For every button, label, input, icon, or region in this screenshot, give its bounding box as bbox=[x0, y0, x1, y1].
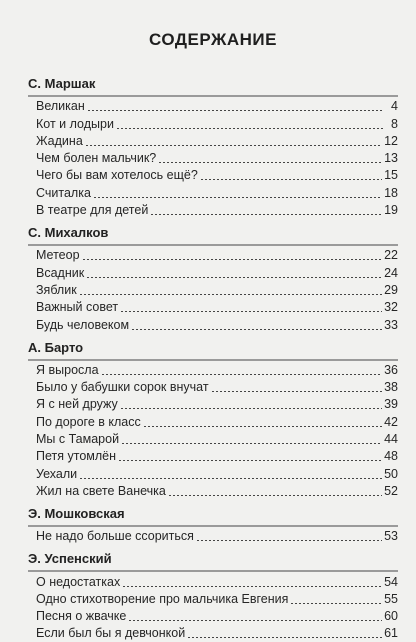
entry-title: Песня о жвачке bbox=[36, 609, 127, 624]
dot-leader bbox=[87, 110, 384, 111]
dot-leader bbox=[211, 391, 383, 392]
entry-page-number: 8 bbox=[391, 116, 398, 131]
dot-leader bbox=[85, 145, 382, 146]
author-name: Э. Успенский bbox=[28, 551, 398, 572]
author-name: С. Маршак bbox=[28, 76, 398, 97]
dot-leader bbox=[120, 408, 382, 409]
toc-entry bbox=[36, 483, 398, 500]
entry-page-number: 60 bbox=[384, 609, 398, 624]
entry-title: Чем болен мальчик? bbox=[36, 151, 157, 166]
toc-entry bbox=[36, 282, 398, 299]
entry-page-number: 54 bbox=[384, 574, 398, 589]
entry-title: Я выросла bbox=[36, 362, 99, 377]
author-name: А. Барто bbox=[28, 340, 398, 361]
entry-list bbox=[28, 98, 398, 219]
entry-title: Уехали bbox=[36, 466, 78, 481]
entry-page-number: 52 bbox=[384, 483, 398, 498]
dot-leader bbox=[200, 179, 382, 180]
entry-page-number: 22 bbox=[384, 248, 398, 263]
dot-leader bbox=[122, 586, 382, 587]
entry-page-number: 4 bbox=[391, 99, 398, 114]
author-name: Э. Мошковская bbox=[28, 506, 398, 527]
entry-list bbox=[28, 573, 398, 642]
entry-page-number: 55 bbox=[384, 591, 398, 606]
entry-title: Мы с Тамарой bbox=[36, 432, 120, 447]
dot-leader bbox=[168, 495, 382, 496]
author-section bbox=[28, 551, 398, 642]
toc-entry bbox=[36, 184, 398, 201]
dot-leader bbox=[93, 197, 382, 198]
entry-title: Великан bbox=[36, 99, 85, 114]
toc-entry bbox=[36, 591, 398, 608]
entry-page-number: 24 bbox=[384, 265, 398, 280]
toc-entry bbox=[36, 362, 398, 379]
entry-page-number: 29 bbox=[384, 282, 398, 297]
dot-leader bbox=[150, 214, 382, 215]
dot-leader bbox=[79, 294, 382, 295]
entry-page-number: 61 bbox=[384, 626, 398, 641]
entry-page-number: 38 bbox=[384, 380, 398, 395]
entry-list bbox=[28, 528, 398, 545]
toc-entry bbox=[36, 431, 398, 448]
entry-page-number: 50 bbox=[384, 466, 398, 481]
toc-entry bbox=[36, 448, 398, 465]
entry-title: В театре для детей bbox=[36, 203, 149, 218]
toc-entry bbox=[36, 396, 398, 413]
entry-page-number: 33 bbox=[384, 317, 398, 332]
entry-page-number: 53 bbox=[384, 529, 398, 544]
entry-page-number: 32 bbox=[384, 300, 398, 315]
toc-entry bbox=[36, 202, 398, 219]
toc-entry bbox=[36, 465, 398, 482]
toc-entry bbox=[36, 167, 398, 184]
entry-list bbox=[28, 362, 398, 500]
entry-title: Всадник bbox=[36, 265, 85, 280]
entry-page-number: 36 bbox=[384, 362, 398, 377]
dot-leader bbox=[290, 603, 382, 604]
entry-title: Я с ней дружу bbox=[36, 397, 118, 412]
entry-title: Зяблик bbox=[36, 282, 77, 297]
entry-page-number: 44 bbox=[384, 432, 398, 447]
toc-entry bbox=[36, 115, 398, 132]
entry-page-number: 13 bbox=[384, 151, 398, 166]
toc-entry bbox=[36, 316, 398, 333]
entry-page-number: 12 bbox=[384, 133, 398, 148]
toc-entry bbox=[36, 150, 398, 167]
toc-entry bbox=[36, 379, 398, 396]
entry-title: Жил на свете Ванечка bbox=[36, 483, 166, 498]
entry-title: Кот и лодыри bbox=[36, 116, 114, 131]
entry-title: Метеор bbox=[36, 248, 80, 263]
toc-entry bbox=[36, 247, 398, 264]
toc-entry bbox=[36, 133, 398, 150]
entry-page-number: 19 bbox=[384, 203, 398, 218]
entry-title: По дороге в класс bbox=[36, 414, 141, 429]
toc-entry bbox=[36, 608, 398, 625]
dot-leader bbox=[143, 426, 382, 427]
entry-title: Если был бы я девчонкой bbox=[36, 626, 186, 641]
entry-title: Не надо больше ссориться bbox=[36, 529, 194, 544]
dot-leader bbox=[120, 311, 382, 312]
dot-leader bbox=[118, 460, 382, 461]
dot-leader bbox=[121, 443, 382, 444]
dot-leader bbox=[116, 128, 384, 129]
entry-title: О недостатках bbox=[36, 574, 121, 589]
entry-list bbox=[28, 247, 398, 333]
dot-leader bbox=[196, 540, 382, 541]
entry-title: Одно стихотворение про мальчика Евгения bbox=[36, 591, 289, 606]
entry-title: Считалка bbox=[36, 185, 91, 200]
author-section bbox=[28, 76, 398, 219]
entry-title: Петя утомлён bbox=[36, 449, 117, 464]
entry-page-number: 18 bbox=[384, 185, 398, 200]
entry-page-number: 48 bbox=[384, 449, 398, 464]
author-name: С. Михалков bbox=[28, 225, 398, 246]
toc-entry bbox=[36, 413, 398, 430]
toc-entry bbox=[36, 299, 398, 316]
toc-entry bbox=[36, 98, 398, 115]
dot-leader bbox=[158, 162, 382, 163]
entry-page-number: 39 bbox=[384, 397, 398, 412]
author-section bbox=[28, 506, 398, 545]
entry-title: Будь человеком bbox=[36, 317, 130, 332]
toc-entry bbox=[36, 528, 398, 545]
dot-leader bbox=[79, 478, 382, 479]
author-section bbox=[28, 340, 398, 500]
dot-leader bbox=[131, 329, 382, 330]
entry-title: Было у бабушки сорок внучат bbox=[36, 380, 209, 395]
table-of-contents bbox=[28, 76, 398, 642]
entry-title: Важный совет bbox=[36, 300, 119, 315]
dot-leader bbox=[86, 277, 382, 278]
entry-title: Чего бы вам хотелось ещё? bbox=[36, 168, 198, 183]
dot-leader bbox=[128, 620, 382, 621]
author-section bbox=[28, 225, 398, 333]
entry-title: Жадина bbox=[36, 133, 83, 148]
toc-entry bbox=[36, 625, 398, 642]
dot-leader bbox=[82, 259, 383, 260]
entry-page-number: 15 bbox=[384, 168, 398, 183]
dot-leader bbox=[101, 374, 383, 375]
page-title: СОДЕРЖАНИЕ bbox=[149, 30, 277, 49]
toc-entry bbox=[36, 264, 398, 281]
dot-leader bbox=[187, 637, 382, 638]
toc-entry bbox=[36, 573, 398, 590]
entry-page-number: 42 bbox=[384, 414, 398, 429]
